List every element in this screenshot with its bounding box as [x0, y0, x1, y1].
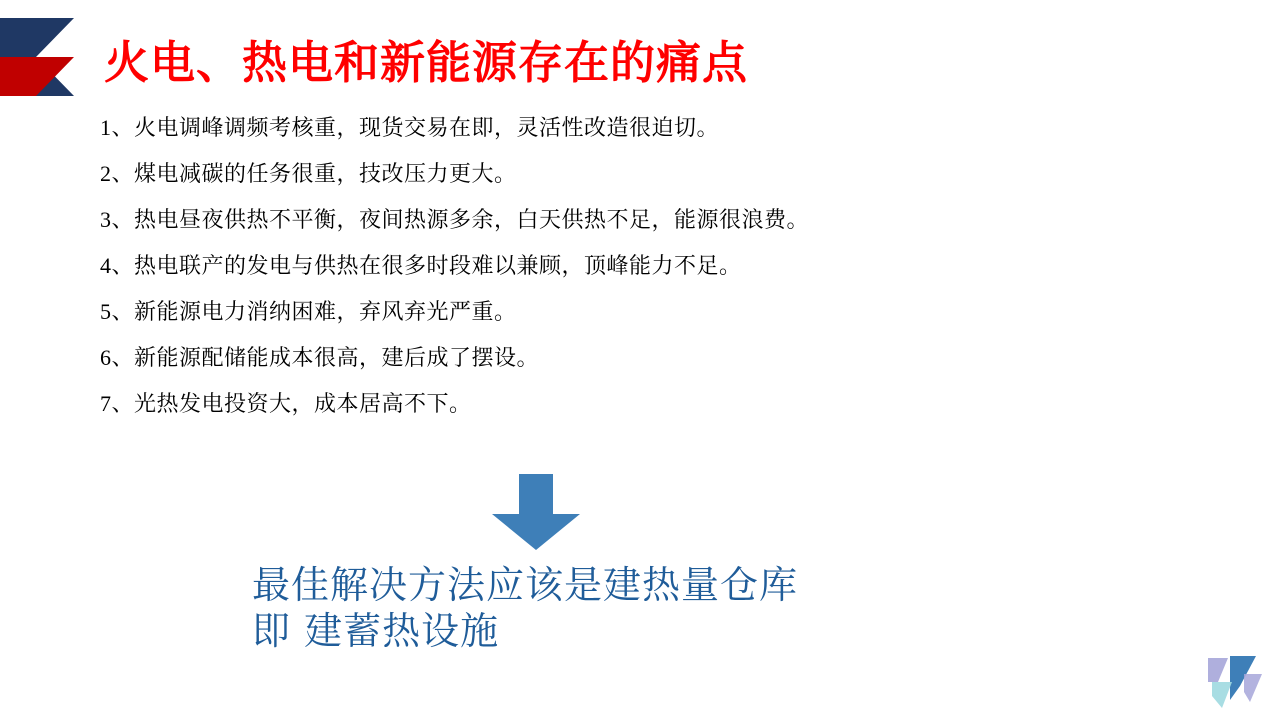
page-title: 火电、热电和新能源存在的痛点	[104, 36, 749, 89]
list-item: 7、光热发电投资大，成本居高不下。	[100, 391, 472, 416]
conclusion-line-1: 最佳解决方法应该是建热量仓库	[252, 563, 799, 607]
down-arrow-icon	[488, 474, 584, 550]
list-item: 5、新能源电力消纳困难，弃风弃光严重。	[100, 299, 517, 324]
list-item: 6、新能源配储能成本很高，建后成了摆设。	[100, 345, 540, 370]
list-item: 3、热电昼夜供热不平衡，夜间热源多余，白天供热不足，能源很浪费。	[100, 207, 810, 232]
list-item: 1、火电调峰调频考核重，现货交易在即，灵活性改造很迫切。	[100, 115, 720, 140]
conclusion-text	[252, 562, 1152, 654]
list-item: 4、热电联产的发电与供热在很多时段难以兼顾，顶峰能力不足。	[100, 253, 742, 278]
conclusion-line-2: 即 建蓄热设施	[252, 609, 500, 653]
logo-icon	[1206, 656, 1266, 710]
corner-flag-icon	[0, 18, 92, 96]
list-item: 2、煤电减碳的任务很重，技改压力更大。	[100, 161, 517, 186]
pain-point-list	[100, 105, 1200, 427]
